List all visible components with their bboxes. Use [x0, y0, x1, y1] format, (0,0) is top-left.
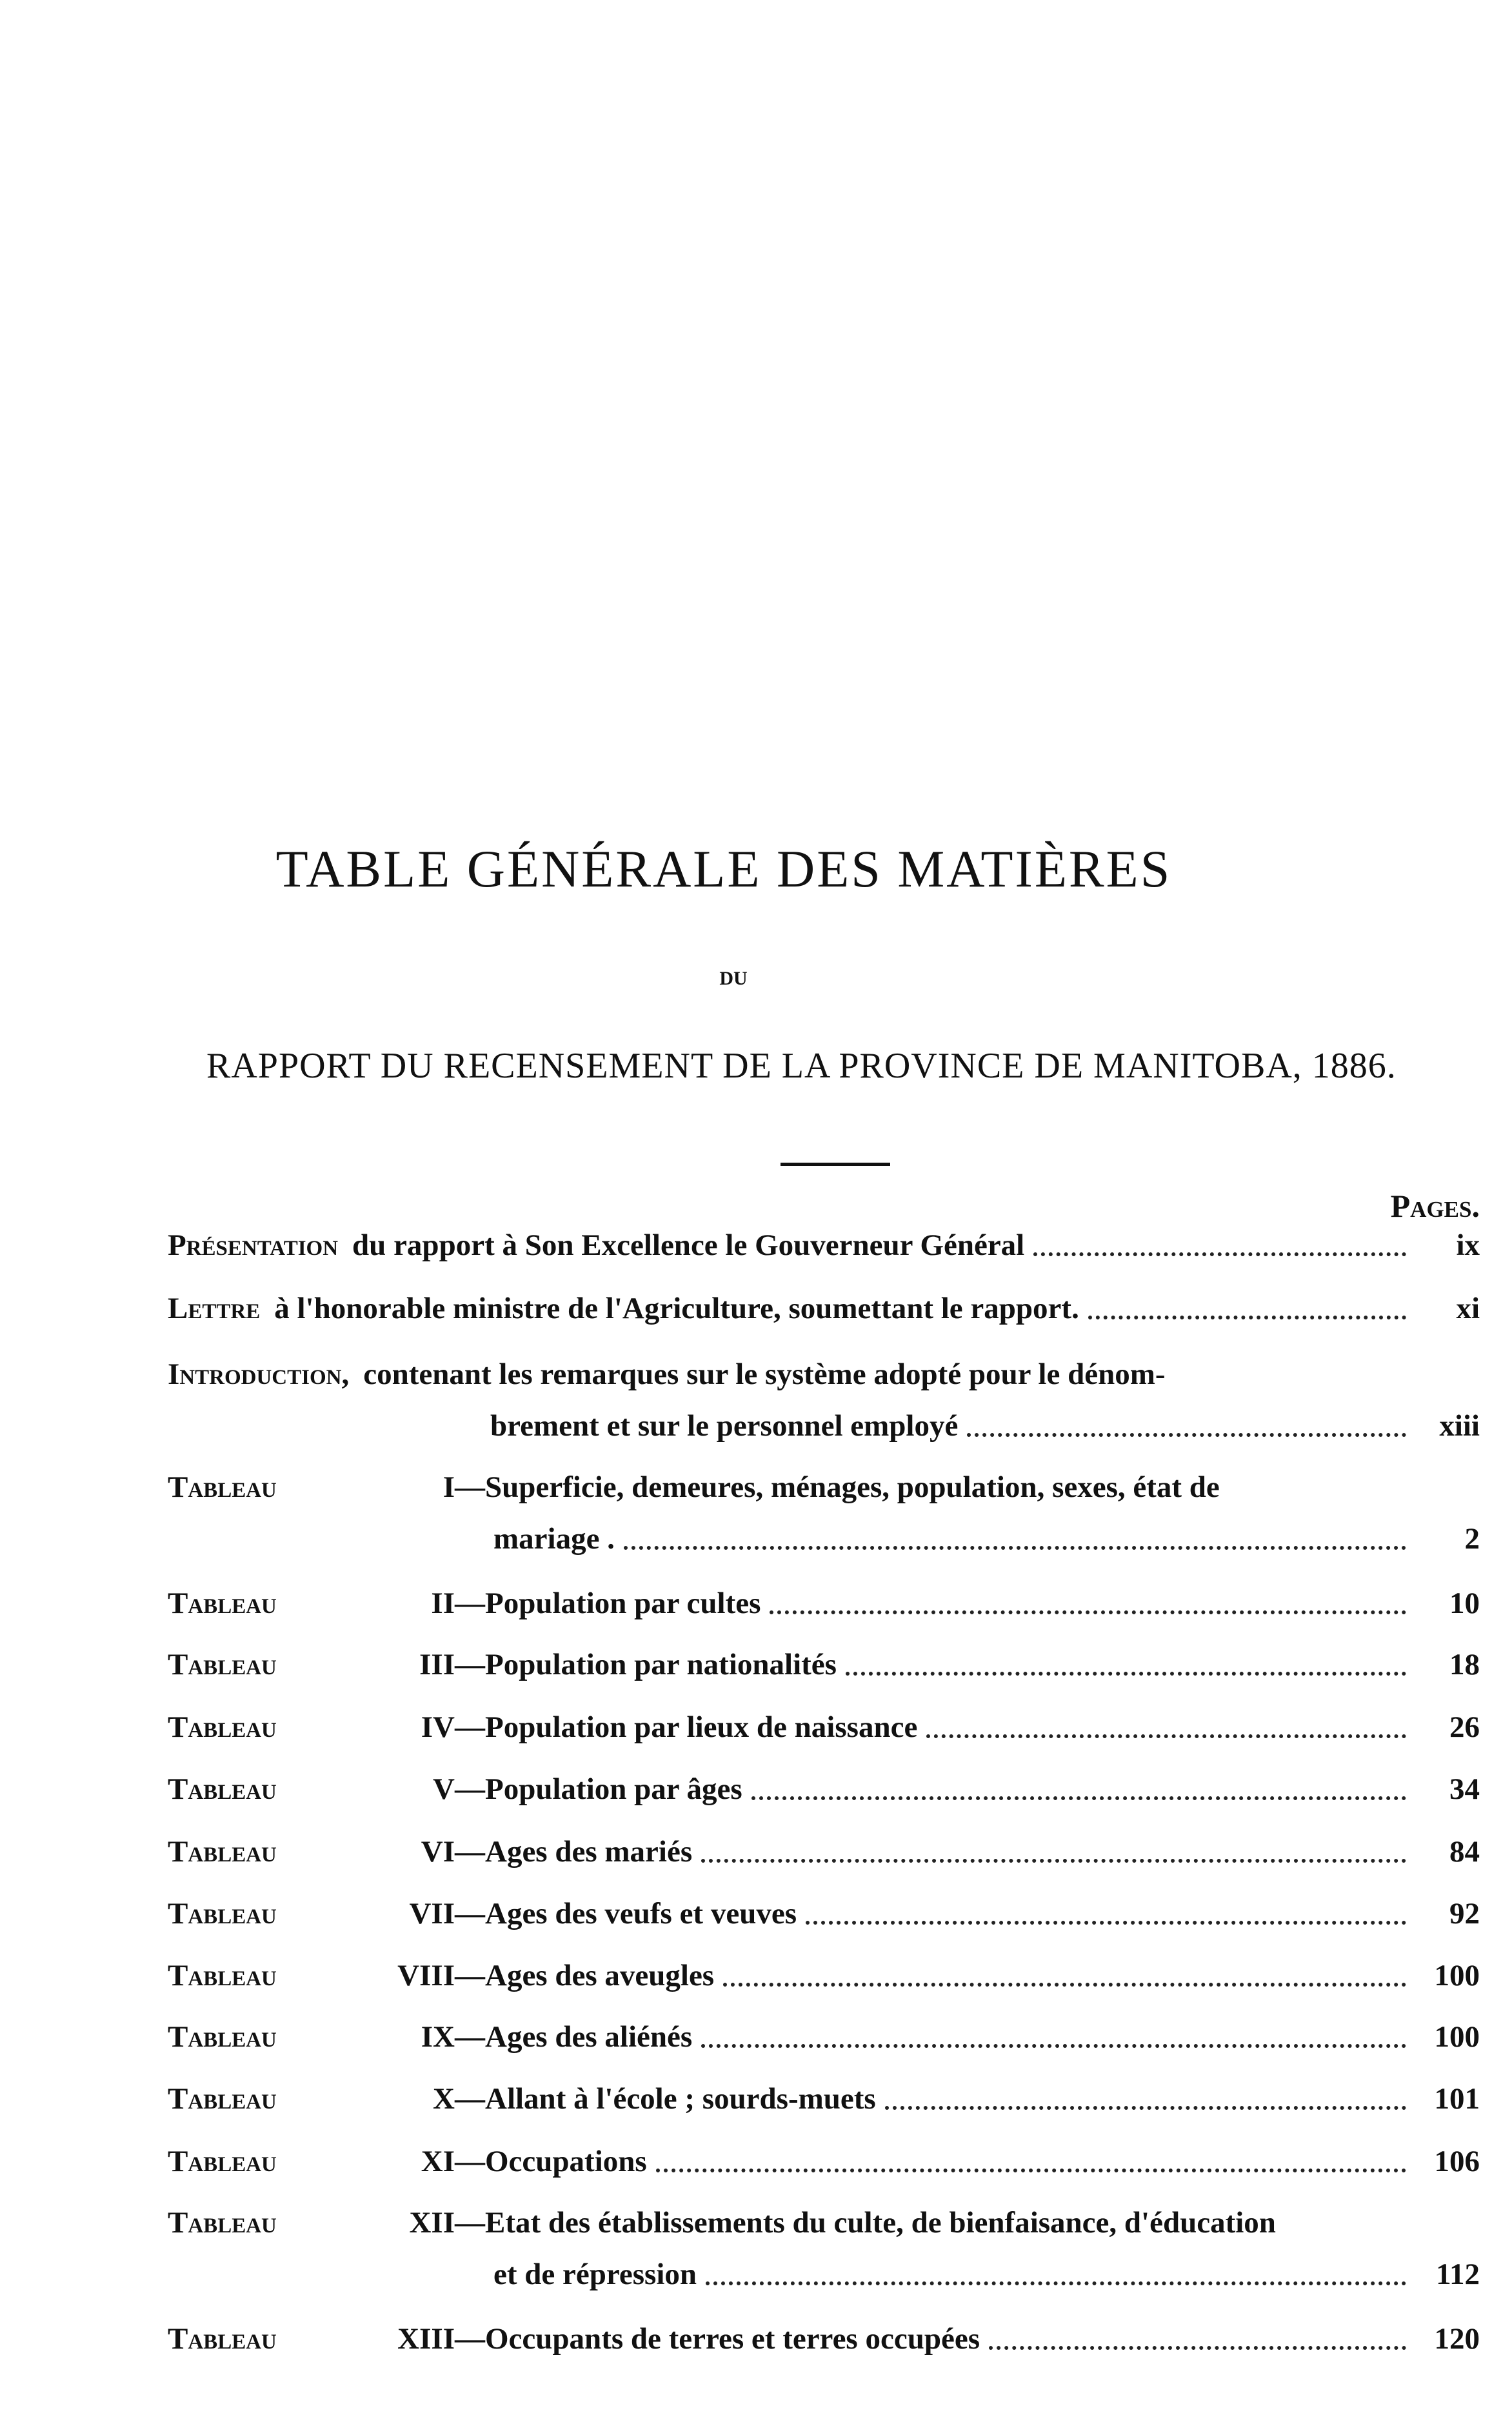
dot-leader [701, 1859, 1406, 1863]
toc-entry-presentation[interactable] [168, 1219, 1480, 1271]
entry-text: contenant les remarques sur le système adopté pour le dénom- [363, 1358, 1166, 1391]
entry-text: —Ages des mariés [455, 1835, 693, 1869]
entry-text: —Population par lieux de naissance [455, 1710, 918, 1744]
toc-entry-tableau-9[interactable] [168, 2011, 1480, 2063]
page-number: 26 [1449, 1710, 1480, 1744]
title-connector: DU [719, 968, 748, 989]
entry-keyword: Lettre [168, 1292, 261, 1325]
toc-entry-tableau-5[interactable] [168, 1763, 1480, 1815]
table-number: V [433, 1772, 455, 1806]
table-number: II [431, 1587, 455, 1620]
entry-keyword: Tableau [168, 1835, 277, 1869]
dot-leader [624, 1546, 1406, 1550]
dot-leader [1033, 1252, 1406, 1256]
pages-column-header: Pages. [1390, 1188, 1480, 1224]
toc-entry-lettre[interactable] [168, 1283, 1480, 1334]
entry-keyword: Tableau [168, 1587, 277, 1620]
table-number: III [419, 1648, 455, 1681]
entry-text: —Superficie, demeures, ménages, population, sexes, état de [455, 1470, 1220, 1504]
page-number: 18 [1449, 1648, 1480, 1681]
toc-entry-tableau-3[interactable] [168, 1639, 1480, 1690]
table-number: XII [409, 2206, 455, 2240]
table-number: I [443, 1470, 455, 1504]
table-number: XIII [397, 2322, 455, 2356]
entry-text: —Ages des aliénés [455, 2020, 693, 2054]
table-number: IX [421, 2020, 455, 2054]
dot-leader [751, 1796, 1406, 1800]
entry-keyword: Tableau [168, 1710, 277, 1744]
dot-leader [1088, 1316, 1406, 1319]
toc-entry-tableau-2[interactable] [168, 1578, 1480, 1629]
entry-text: —Ages des veufs et veuves [455, 1897, 797, 1930]
page-number: xi [1456, 1292, 1480, 1325]
entry-text: —Ages des aveugles [455, 1959, 715, 1992]
entry-text: —Occupations [455, 2145, 647, 2178]
toc-entry-tableau-7[interactable] [168, 1888, 1480, 1939]
dot-leader [989, 2346, 1406, 2350]
page-number: 120 [1434, 2322, 1480, 2356]
page-number: 101 [1434, 2082, 1480, 2116]
toc-entry-introduction[interactable] [168, 1348, 1480, 1452]
table-number: VII [409, 1897, 455, 1930]
dot-leader [885, 2106, 1406, 2110]
entry-text: —Population par cultes [455, 1587, 761, 1620]
entry-keyword: Tableau [168, 2082, 277, 2116]
entry-text: —Population par nationalités [455, 1648, 837, 1681]
table-number: XI [421, 2145, 455, 2178]
dot-leader [723, 1983, 1406, 1987]
entry-keyword: Tableau [168, 2020, 277, 2054]
toc-entry-tableau-12[interactable] [168, 2197, 1480, 2300]
dot-leader [656, 2169, 1406, 2172]
entry-keyword: Tableau [168, 2206, 277, 2240]
entry-keyword: Tableau [168, 1897, 277, 1930]
page-number: 106 [1434, 2145, 1480, 2178]
page-number: xiii [1439, 1409, 1480, 1443]
entry-keyword: Tableau [168, 1772, 277, 1806]
dot-leader [770, 1610, 1406, 1614]
entry-keyword: Tableau [168, 2145, 277, 2178]
entry-keyword: Introduction, [168, 1358, 350, 1391]
page-number: 100 [1434, 2020, 1480, 2054]
report-subtitle: RAPPORT DU RECENSEMENT DE LA PROVINCE DE MANITOBA, 1886. [206, 1046, 1397, 1086]
page-number: 100 [1434, 1959, 1480, 1992]
entry-text-continued: mariage . [493, 1522, 615, 1556]
page-number: 84 [1449, 1835, 1480, 1869]
page-number: 92 [1449, 1897, 1480, 1930]
toc-entry-tableau-4[interactable] [168, 1701, 1480, 1753]
toc-entry-tableau-6[interactable] [168, 1826, 1480, 1878]
entry-text: —Allant à l'école ; sourds-muets [455, 2082, 876, 2116]
page-title: TABLE GÉNÉRALE DES MATIÈRES [275, 839, 1172, 898]
table-number: X [433, 2082, 455, 2116]
entry-keyword: Tableau [168, 2322, 277, 2356]
toc-entry-tableau-10[interactable] [168, 2073, 1480, 2125]
table-number: VI [421, 1835, 455, 1869]
dot-leader [967, 1433, 1406, 1437]
page-number: 10 [1449, 1587, 1480, 1620]
page-number: ix [1456, 1228, 1480, 1262]
entry-keyword: Tableau [168, 1648, 277, 1681]
toc-entry-tableau-8[interactable] [168, 1950, 1480, 2001]
entry-text: à l'honorable ministre de l'Agriculture, soumettant le rapport. [274, 1292, 1079, 1325]
dot-leader [846, 1672, 1406, 1676]
entry-text-continued: brement et sur le personnel employé [490, 1409, 959, 1443]
dot-leader [806, 1921, 1406, 1925]
dot-leader [706, 2281, 1406, 2285]
entry-keyword: Tableau [168, 1959, 277, 1992]
entry-text-continued: et de répression [493, 2258, 697, 2291]
entry-keyword: Tableau [168, 1470, 277, 1504]
page-number: 2 [1464, 1522, 1480, 1556]
page-number: 34 [1449, 1772, 1480, 1806]
toc-entry-tableau-11[interactable] [168, 2136, 1480, 2187]
entry-text: —Etat des établissements du culte, de bienfaisance, d'éducation [455, 2206, 1276, 2240]
table-number: IV [421, 1710, 455, 1744]
entry-text: —Occupants de terres et terres occupées [455, 2322, 980, 2356]
toc-entry-tableau-13[interactable] [168, 2313, 1480, 2365]
entry-text: —Population par âges [455, 1772, 742, 1806]
entry-keyword: Présentation [168, 1228, 339, 1262]
dot-leader [926, 1734, 1406, 1738]
entry-text: du rapport à Son Excellence le Gouverneur Général [352, 1228, 1025, 1262]
page-number: 112 [1436, 2258, 1480, 2291]
toc-entry-tableau-1[interactable] [168, 1461, 1480, 1565]
dot-leader [701, 2044, 1406, 2048]
table-number: VIII [397, 1959, 455, 1992]
